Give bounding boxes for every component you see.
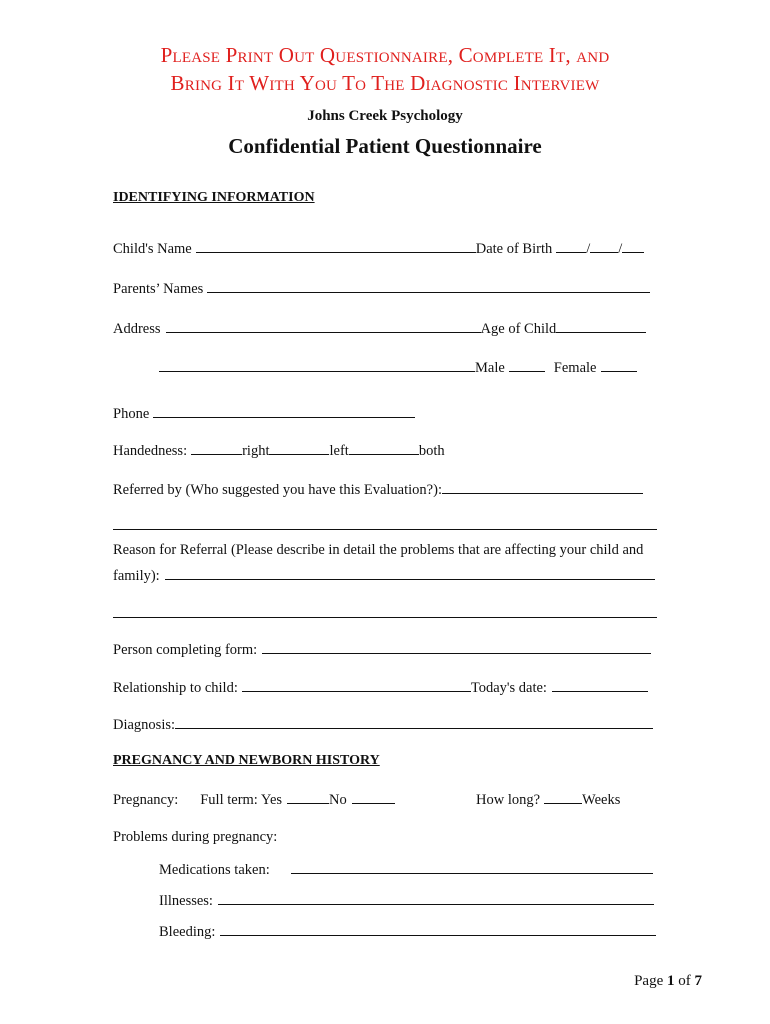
banner-line-2: Bring It With You To The Diagnostic Interview [170, 71, 600, 95]
todays-date-field[interactable] [552, 678, 648, 692]
medications-label: Medications taken: [159, 862, 270, 878]
full-term-yes-label: Full term: Yes [200, 792, 283, 808]
female-label: Female [553, 360, 597, 376]
page-number [634, 973, 702, 990]
medications-row [159, 860, 653, 879]
parents-names-field[interactable] [207, 279, 650, 293]
handedness-both-field[interactable] [349, 441, 419, 455]
banner-line-1: Please Print Out Questionnaire, Complete It, and [160, 43, 610, 67]
page-word: Page [634, 973, 664, 989]
address-line-2-field[interactable] [159, 358, 475, 372]
diagnosis-field[interactable] [175, 715, 653, 729]
female-field[interactable] [601, 358, 637, 372]
reason-for-referral-label: Reason for Referral (Please describe in detail the problems that are affecting your child and [113, 542, 644, 558]
male-label: Male [475, 360, 505, 376]
childs-name-field[interactable] [196, 239, 476, 253]
how-long-field[interactable] [544, 790, 582, 804]
relationship-label: Relationship to child: [113, 680, 238, 696]
referred-by-field[interactable] [442, 480, 643, 494]
illnesses-row [159, 891, 654, 910]
illnesses-label: Illnesses: [159, 893, 213, 909]
reason-for-referral-row-2 [113, 566, 655, 585]
page-title: Confidential Patient Questionnaire [228, 134, 542, 158]
todays-date-label: Today's date: [470, 680, 547, 696]
childs-name-label: Child's Name [113, 241, 192, 257]
bleeding-field[interactable] [220, 922, 656, 936]
bleeding-row [159, 922, 656, 941]
full-term-no-label: No [329, 792, 347, 808]
dob-year-field[interactable] [622, 239, 644, 253]
person-completing-field[interactable] [262, 640, 651, 654]
pregnancy-history-heading: PREGNANCY AND NEWBORN HISTORY [113, 753, 380, 768]
reason-for-referral-field[interactable] [165, 566, 655, 580]
dob-day-field[interactable] [590, 239, 618, 253]
how-long-row [476, 790, 620, 809]
address-row [113, 319, 646, 338]
of-word: of [678, 973, 691, 989]
medications-field[interactable] [291, 860, 653, 874]
parents-names-label: Parents’ Names [113, 281, 204, 297]
illnesses-field[interactable] [218, 891, 654, 905]
handedness-both-label: both [418, 443, 445, 459]
age-of-child-field[interactable] [556, 319, 646, 333]
handedness-left-field[interactable] [269, 441, 329, 455]
full-term-yes-field[interactable] [287, 790, 329, 804]
male-field[interactable] [509, 358, 545, 372]
dob-month-field[interactable] [556, 239, 586, 253]
problems-row [113, 828, 277, 846]
handedness-left-label: left [329, 443, 349, 459]
current-page: 1 [667, 973, 675, 989]
dob-separator: / [586, 241, 591, 257]
handedness-row [113, 441, 445, 460]
bleeding-label: Bleeding: [159, 924, 216, 940]
diagnosis-label: Diagnosis: [113, 717, 176, 733]
reason-continuation-line[interactable] [113, 617, 657, 618]
address-line-2-row [159, 358, 637, 377]
age-of-child-label: Age of Child [480, 321, 557, 337]
address-field[interactable] [166, 319, 481, 333]
handedness-right-label: right [242, 443, 270, 459]
referred-by-row [113, 480, 643, 499]
referred-by-continuation-line[interactable] [113, 529, 657, 530]
person-completing-label: Person completing form: [113, 642, 258, 658]
relationship-row [113, 678, 648, 697]
phone-row [113, 404, 415, 423]
diagnosis-row [113, 715, 653, 734]
dob-label: Date of Birth [475, 241, 553, 257]
how-long-label: How long? [476, 792, 541, 808]
dob-separator: / [618, 241, 623, 257]
reason-for-referral-row [113, 541, 643, 559]
organization-name: Johns Creek Psychology [307, 108, 463, 124]
person-completing-row [113, 640, 651, 659]
phone-field[interactable] [153, 404, 415, 418]
parents-names-row [113, 279, 650, 298]
identifying-info-heading: IDENTIFYING INFORMATION [113, 190, 315, 205]
relationship-field[interactable] [242, 678, 471, 692]
address-label: Address [113, 321, 161, 337]
full-term-no-field[interactable] [352, 790, 395, 804]
total-pages: 7 [694, 973, 702, 989]
pregnancy-label: Pregnancy: [113, 792, 179, 808]
handedness-label: Handedness: [113, 443, 188, 459]
referred-by-label: Referred by (Who suggested you have this Evaluation?): [113, 482, 442, 498]
weeks-label: Weeks [582, 792, 621, 808]
handedness-right-field[interactable] [191, 441, 242, 455]
phone-label: Phone [113, 406, 150, 422]
pregnancy-row [113, 790, 395, 809]
childs-name-row [113, 239, 644, 258]
reason-family-label: family): [113, 568, 160, 584]
problems-label: Problems during pregnancy: [113, 829, 278, 845]
